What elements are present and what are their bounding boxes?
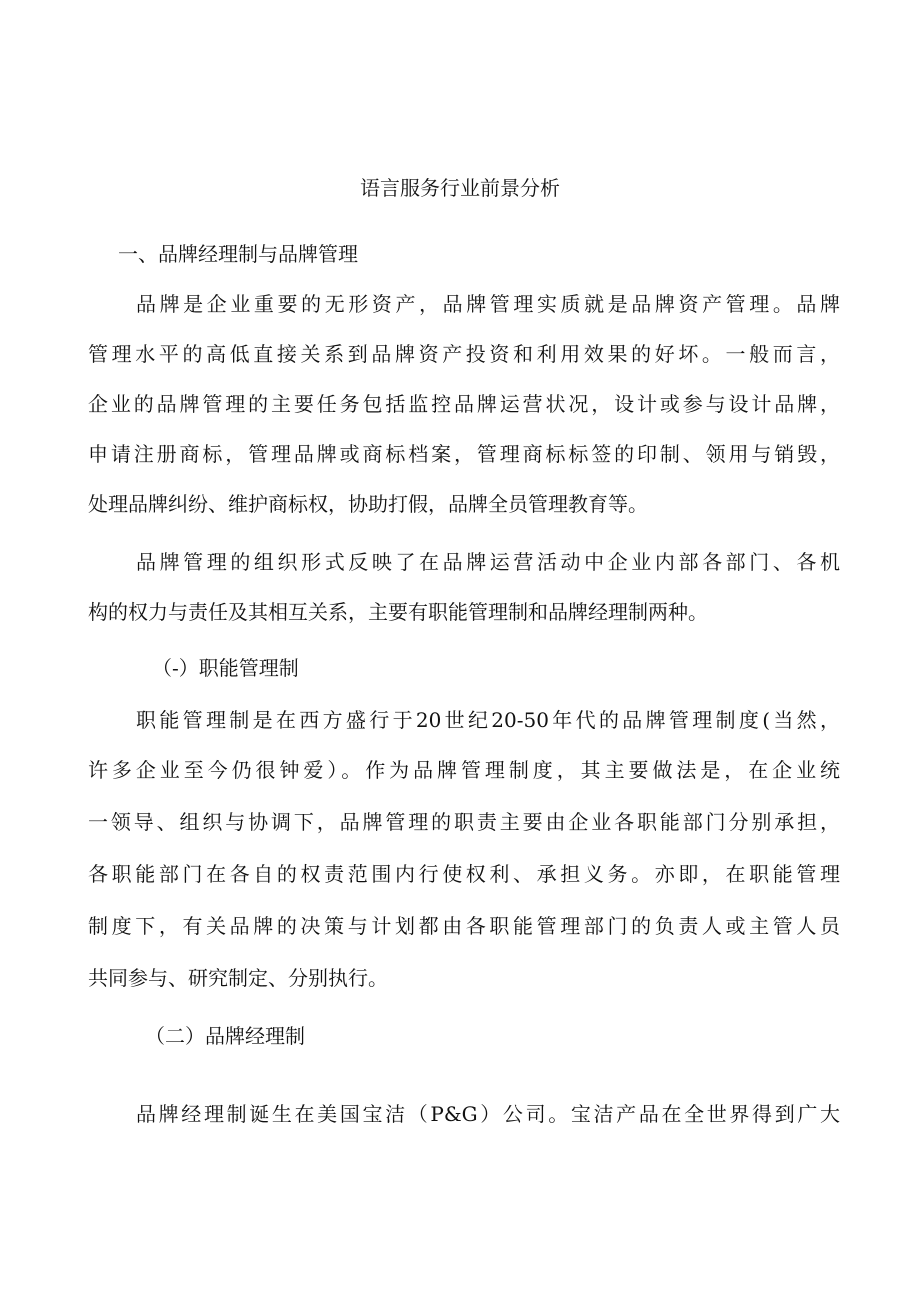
document-title: 语言服务行业前景分析	[360, 176, 560, 200]
paragraph-line: 处理品牌纠纷、维护商标权，协助打假，品牌全员管理教育等。	[88, 492, 648, 516]
paragraph-line: 企业的品牌管理的主要任务包括监控品牌运营状况，设计或参与设计品牌，	[88, 392, 840, 416]
paragraph-line: 一领导、组织与协调下，品牌管理的职责主要由企业各职能部门分别承担，	[88, 810, 840, 834]
paragraph-line: 各职能部门在各自的权责范围内行使权利、承担义务。亦即，在职能管理	[88, 862, 840, 886]
paragraph-line: 品牌管理的组织形式反映了在品牌运营活动中企业内部各部门、各机	[136, 550, 840, 574]
paragraph-line: 许多企业至今仍很钟爱）。作为品牌管理制度，其主要做法是，在企业统	[88, 758, 840, 782]
paragraph-line: 制度下，有关品牌的决策与计划都由各职能管理部门的负责人或主管人员	[88, 914, 840, 938]
section-heading: 一、品牌经理制与品牌管理	[118, 242, 358, 266]
paragraph-line: 申请注册商标，管理品牌或商标档案，管理商标标签的印制、领用与销毁，	[88, 442, 840, 466]
paragraph-line: 管理水平的高低直接关系到品牌资产投资和利用效果的好坏。一般而言，	[88, 342, 840, 366]
paragraph-line: 共同参与、研究制定、分别执行。	[88, 966, 388, 990]
paragraph-line: 职能管理制是在西方盛行于20世纪20-50年代的品牌管理制度(当然，	[136, 708, 840, 732]
subsection-heading: （二）品牌经理制	[145, 1024, 305, 1048]
subsection-heading: （-）职能管理制	[152, 656, 299, 680]
paragraph-line: 品牌是企业重要的无形资产，品牌管理实质就是品牌资产管理。品牌	[136, 292, 840, 316]
paragraph-line: 品牌经理制诞生在美国宝洁（P&G）公司。宝洁产品在全世界得到广大	[136, 1102, 840, 1126]
paragraph-line: 构的权力与责任及其相互关系，主要有职能管理制和品牌经理制两种。	[88, 600, 708, 624]
